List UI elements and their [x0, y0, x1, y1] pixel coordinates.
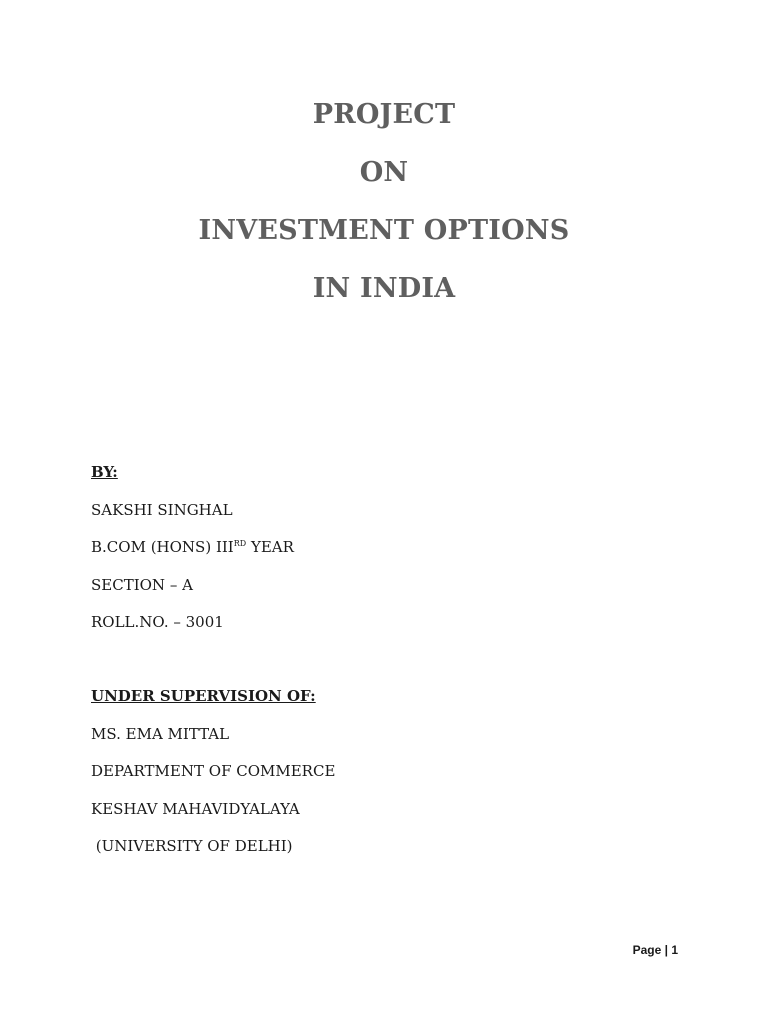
university-name: (UNIVERSITY OF DELHI)	[91, 837, 293, 855]
project-title	[0, 92, 768, 324]
page-number: Page | 1	[632, 943, 678, 957]
supervisor-name: MS. EMA MITTAL	[91, 724, 230, 743]
author-heading: BY:	[91, 463, 118, 481]
title-line-3: INVESTMENT OPTIONS	[198, 215, 570, 246]
author-roll-number: ROLL.NO. – 3001	[91, 613, 224, 631]
title-line-4: IN INDIA	[312, 273, 456, 304]
author-section-label: SECTION – A	[91, 575, 193, 594]
title-line-2: ON	[359, 157, 409, 188]
course-suffix: YEAR	[246, 538, 294, 556]
course-prefix: B.COM (HONS) III	[91, 538, 234, 556]
author-name: SAKSHI SINGHAL	[91, 500, 233, 519]
supervision-heading: UNDER SUPERVISION OF:	[91, 687, 316, 705]
college-name: KESHAV MAHAVIDYALAYA	[91, 799, 300, 818]
author-section	[91, 462, 294, 650]
course-ordinal: RD	[233, 539, 247, 548]
supervision-section	[91, 686, 335, 874]
author-course	[91, 537, 294, 575]
supervisor-department: DEPARTMENT OF COMMERCE	[91, 762, 336, 780]
title-line-1: PROJECT	[312, 99, 456, 130]
